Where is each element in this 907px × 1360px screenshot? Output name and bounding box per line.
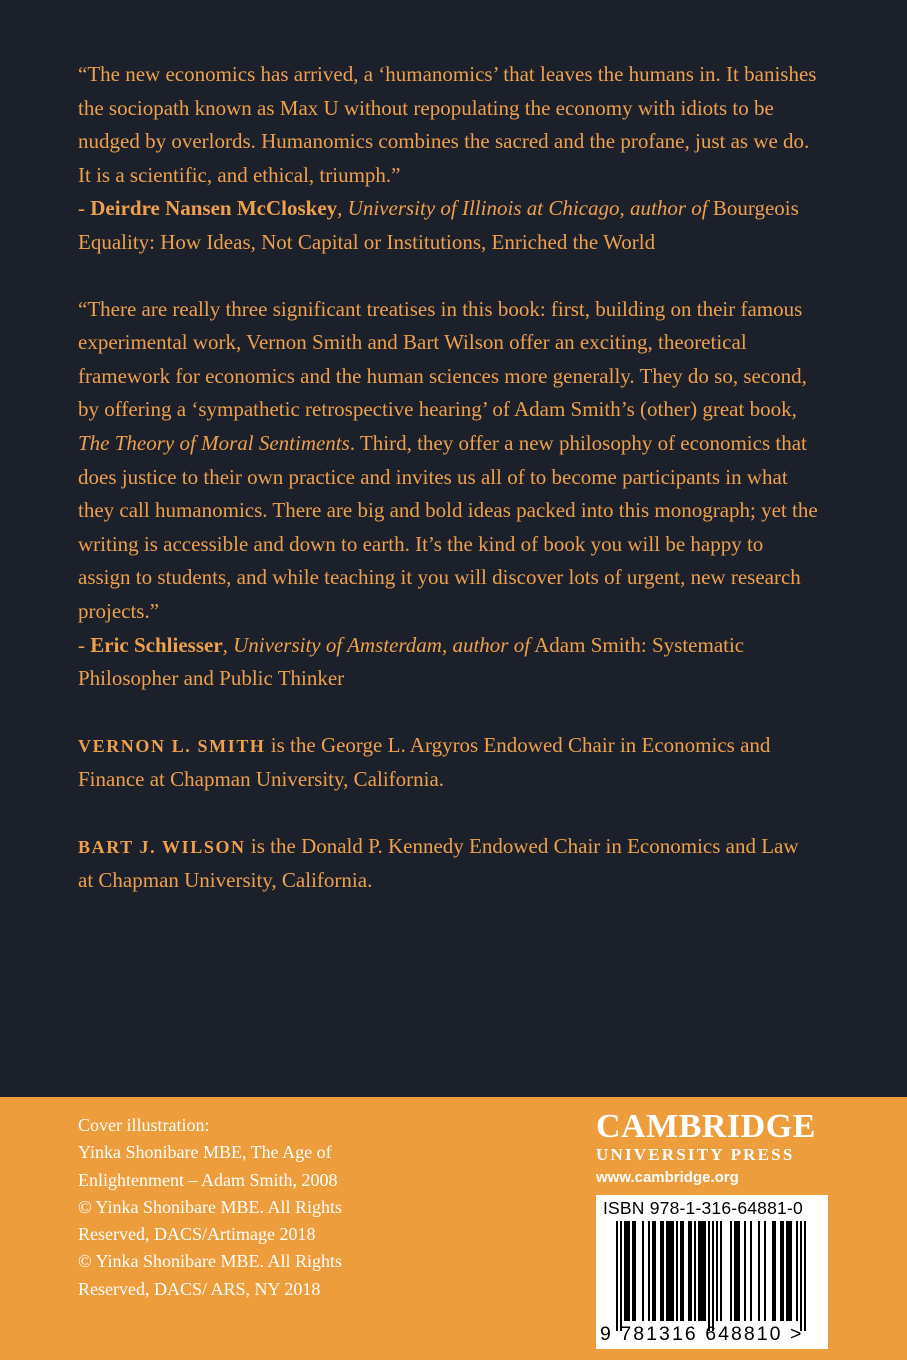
publisher-subtitle: UNIVERSITY PRESS	[596, 1145, 795, 1164]
barcode-bar	[730, 1221, 732, 1321]
barcode-guard-bar	[804, 1221, 806, 1331]
credit-line: © Yinka Shonibare MBE. All Rights	[78, 1196, 343, 1217]
barcode-bar	[648, 1221, 650, 1321]
publisher-name: CAMBRIDGE	[596, 1108, 816, 1145]
barcode-bar	[720, 1221, 722, 1321]
author-bio-text: is the Donald P. Kennedy Endowed Chair in Economics and Law at Chapman University, California.	[78, 833, 799, 893]
credit-line: Enlightenment – Adam Smith, 2008	[78, 1169, 338, 1190]
barcode-bar	[624, 1221, 630, 1321]
barcode-bar	[632, 1221, 636, 1321]
attribution-work: Adam Smith: Systematic Philosopher and Public Thinker	[78, 632, 745, 691]
main-content	[78, 58, 818, 898]
credit-line: Yinka Shonibare MBE, The Age of	[78, 1142, 332, 1163]
barcode-guard-bar	[620, 1221, 622, 1331]
barcode-bar	[688, 1221, 692, 1321]
barcode-bar	[660, 1221, 664, 1321]
footer-band	[0, 1097, 907, 1360]
credit-line: Reserved, DACS/ ARS, NY 2018	[78, 1278, 321, 1299]
credit-line: Cover illustration:	[78, 1115, 210, 1135]
book-title: The Theory of Moral Sentiments	[78, 430, 350, 455]
barcode-bar	[676, 1221, 678, 1321]
barcode-guard-bar	[708, 1221, 710, 1331]
attribution-name: Eric Schliesser	[90, 632, 223, 657]
barcode-bar	[786, 1221, 792, 1321]
barcode-bar	[796, 1221, 798, 1321]
barcode-bar	[780, 1221, 784, 1321]
attribution-affiliation: , University of Amsterdam, author of	[222, 632, 531, 657]
barcode-bar	[694, 1221, 696, 1321]
barcode-bar	[698, 1221, 706, 1321]
quote-text-continued: . Third, they offer a new philosophy of economics that does justice to their own practice and invites us all of to become participants in what they call humanomics. There are big and bold ideas packed into this monograph; yet the writing is accessible and down to earth. It’s the kind of book you will be happy to assign to students, and while teaching it you will discover lots of urgent, new research projects.”	[78, 430, 818, 623]
barcode-bar	[734, 1221, 740, 1321]
barcode-guard-bar	[616, 1221, 618, 1331]
isbn-label: ISBN 978-1-316-64881-0	[603, 1198, 803, 1218]
credit-line: © Yinka Shonibare MBE. All Rights	[78, 1251, 343, 1272]
barcode-bar	[758, 1221, 760, 1321]
author-bio-text: is the George L. Argyros Endowed Chair in Economics and Finance at Chapman University, California.	[78, 732, 771, 792]
barcode-bar	[716, 1221, 718, 1321]
barcode-bar	[652, 1221, 656, 1321]
barcode-bar	[772, 1221, 776, 1321]
attribution-dash: -	[78, 196, 91, 221]
barcode-bar	[680, 1221, 684, 1321]
author-name: VERNON L. SMITH	[78, 735, 266, 756]
attribution-affiliation: , University of Illinois at Chicago, author of	[337, 196, 708, 221]
quote-schliesser	[78, 293, 818, 696]
author-bio-smith	[78, 729, 818, 797]
barcode-bar	[764, 1221, 766, 1321]
publisher-url: www.cambridge.org	[596, 1169, 739, 1186]
barcode-guard-bar	[712, 1221, 714, 1331]
cover-illustration-credits	[78, 1112, 398, 1303]
barcode-digits: 9 781316 648810 >	[600, 1323, 804, 1345]
attribution-dash: -	[78, 632, 91, 657]
barcode-bar	[642, 1221, 644, 1321]
barcode-guard-bar	[800, 1221, 802, 1331]
publisher-logo	[596, 1109, 828, 1189]
barcode-bar	[750, 1221, 752, 1321]
attribution-name: Deirdre Nansen McCloskey	[90, 196, 338, 221]
quote-text: “The new economics has arrived, a ‘humanomics’ that leaves the humans in. It banishes the sociopath known as Max U without repopulating the economy with idiots to be nudged by overlords. Humanomics combines the sacred and the profane, just as we do. It is a scientific, and ethical, triumph.”	[78, 62, 817, 187]
barcode-bar	[666, 1221, 674, 1321]
quote-text: “There are really three significant treatises in this book: first, building on their famous experimental work, Vernon Smith and Bart Wilson offer an exciting, theoretical framework for economics and the human sciences more generally. They do so, second, by offering a ‘sympathetic retrospective hearing’ of Adam Smith’s (other) great book,	[78, 296, 807, 422]
author-bio-wilson	[78, 830, 818, 898]
barcode-bar	[744, 1221, 746, 1321]
quote-mccloskey	[78, 58, 818, 260]
isbn-barcode	[596, 1195, 828, 1349]
author-name: BART J. WILSON	[78, 836, 246, 857]
credit-line: Reserved, DACS/Artimage 2018	[78, 1224, 316, 1245]
attribution-work: Bourgeois Equality: How Ideas, Not Capital or Institutions, Enriched the World	[78, 196, 799, 254]
